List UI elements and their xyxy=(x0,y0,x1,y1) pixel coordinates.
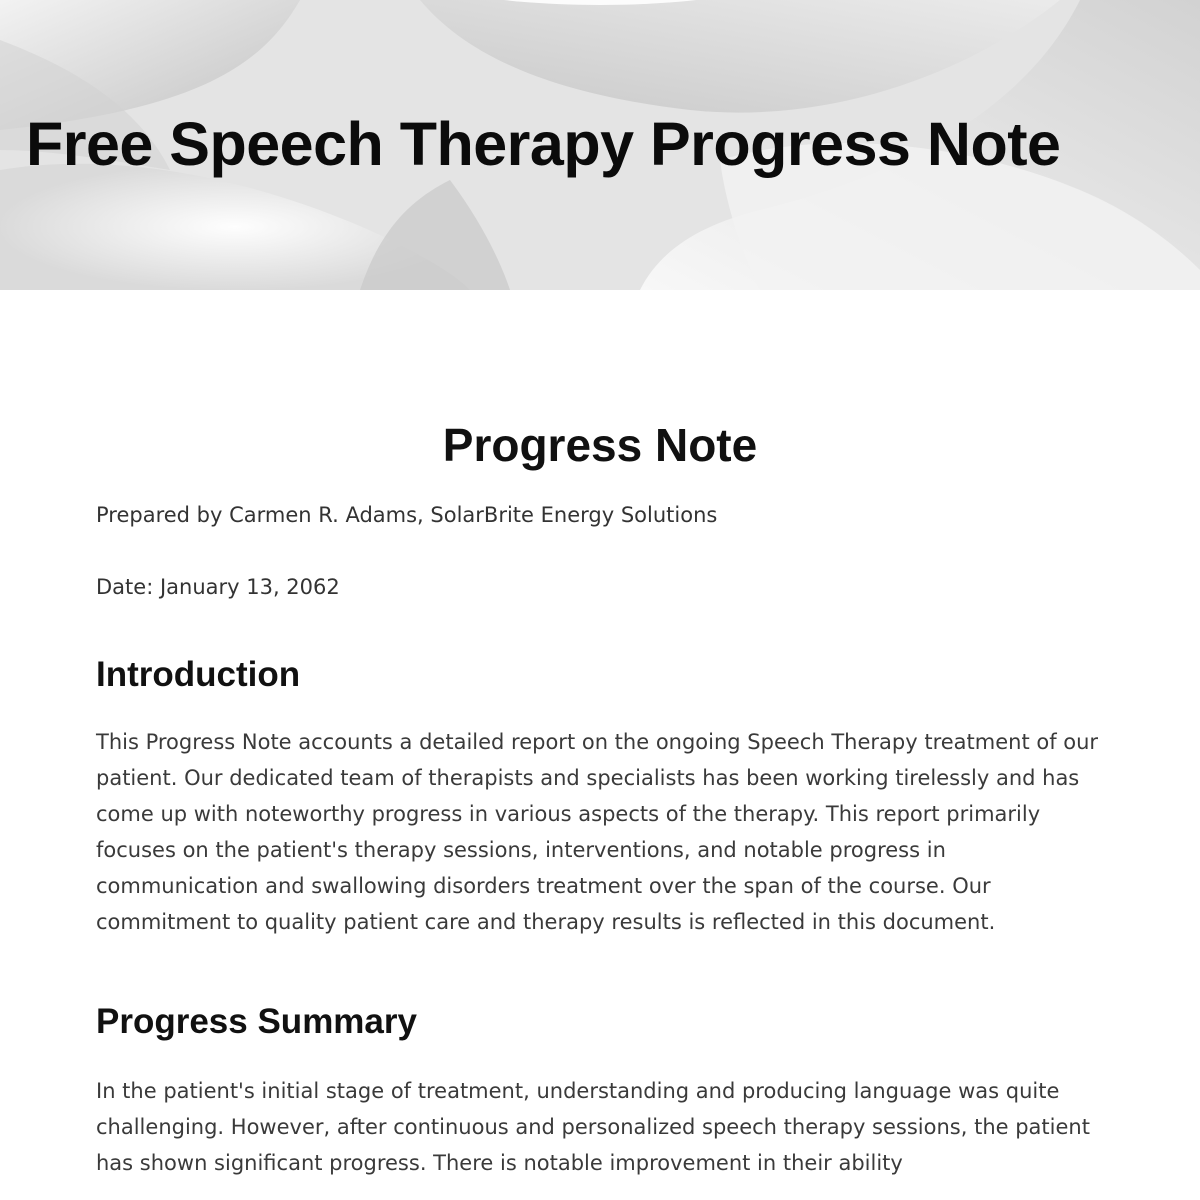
banner-title: Free Speech Therapy Progress Note xyxy=(26,110,1061,178)
document-title: Progress Note xyxy=(442,419,758,471)
document-body xyxy=(96,410,1104,1181)
section-heading-introduction: Introduction xyxy=(96,655,301,694)
header-banner xyxy=(0,0,1200,290)
introduction-paragraph: This Progress Note accounts a detailed report on the ongoing Speech Therapy treatment of our patient. Our dedicated team of therapists and specialists has been working tirelessly and has come up with noteworthy progress in various aspects of the therapy. This report primarily focuses on the patient's therapy sessions, interventions, and notable progress in communication and swallowing disorders treatment over the span of the course. Our commitment to quality patient care and therapy results is reflected in this document. xyxy=(96,730,1099,934)
section-heading-progress-summary: Progress Summary xyxy=(96,1002,417,1041)
progress-summary-section xyxy=(96,997,1104,1181)
prepared-by-line: Prepared by Carmen R. Adams, SolarBrite Energy Solutions xyxy=(96,503,718,527)
progress-summary-paragraph: In the patient's initial stage of treatment, understanding and producing language was quite challenging. However, after continuous and personalized speech therapy sessions, the patient has shown significant progress. There is notable improvement in their ability xyxy=(96,1079,1090,1175)
date-line: Date: January 13, 2062 xyxy=(96,575,340,599)
introduction-section xyxy=(96,650,1104,940)
